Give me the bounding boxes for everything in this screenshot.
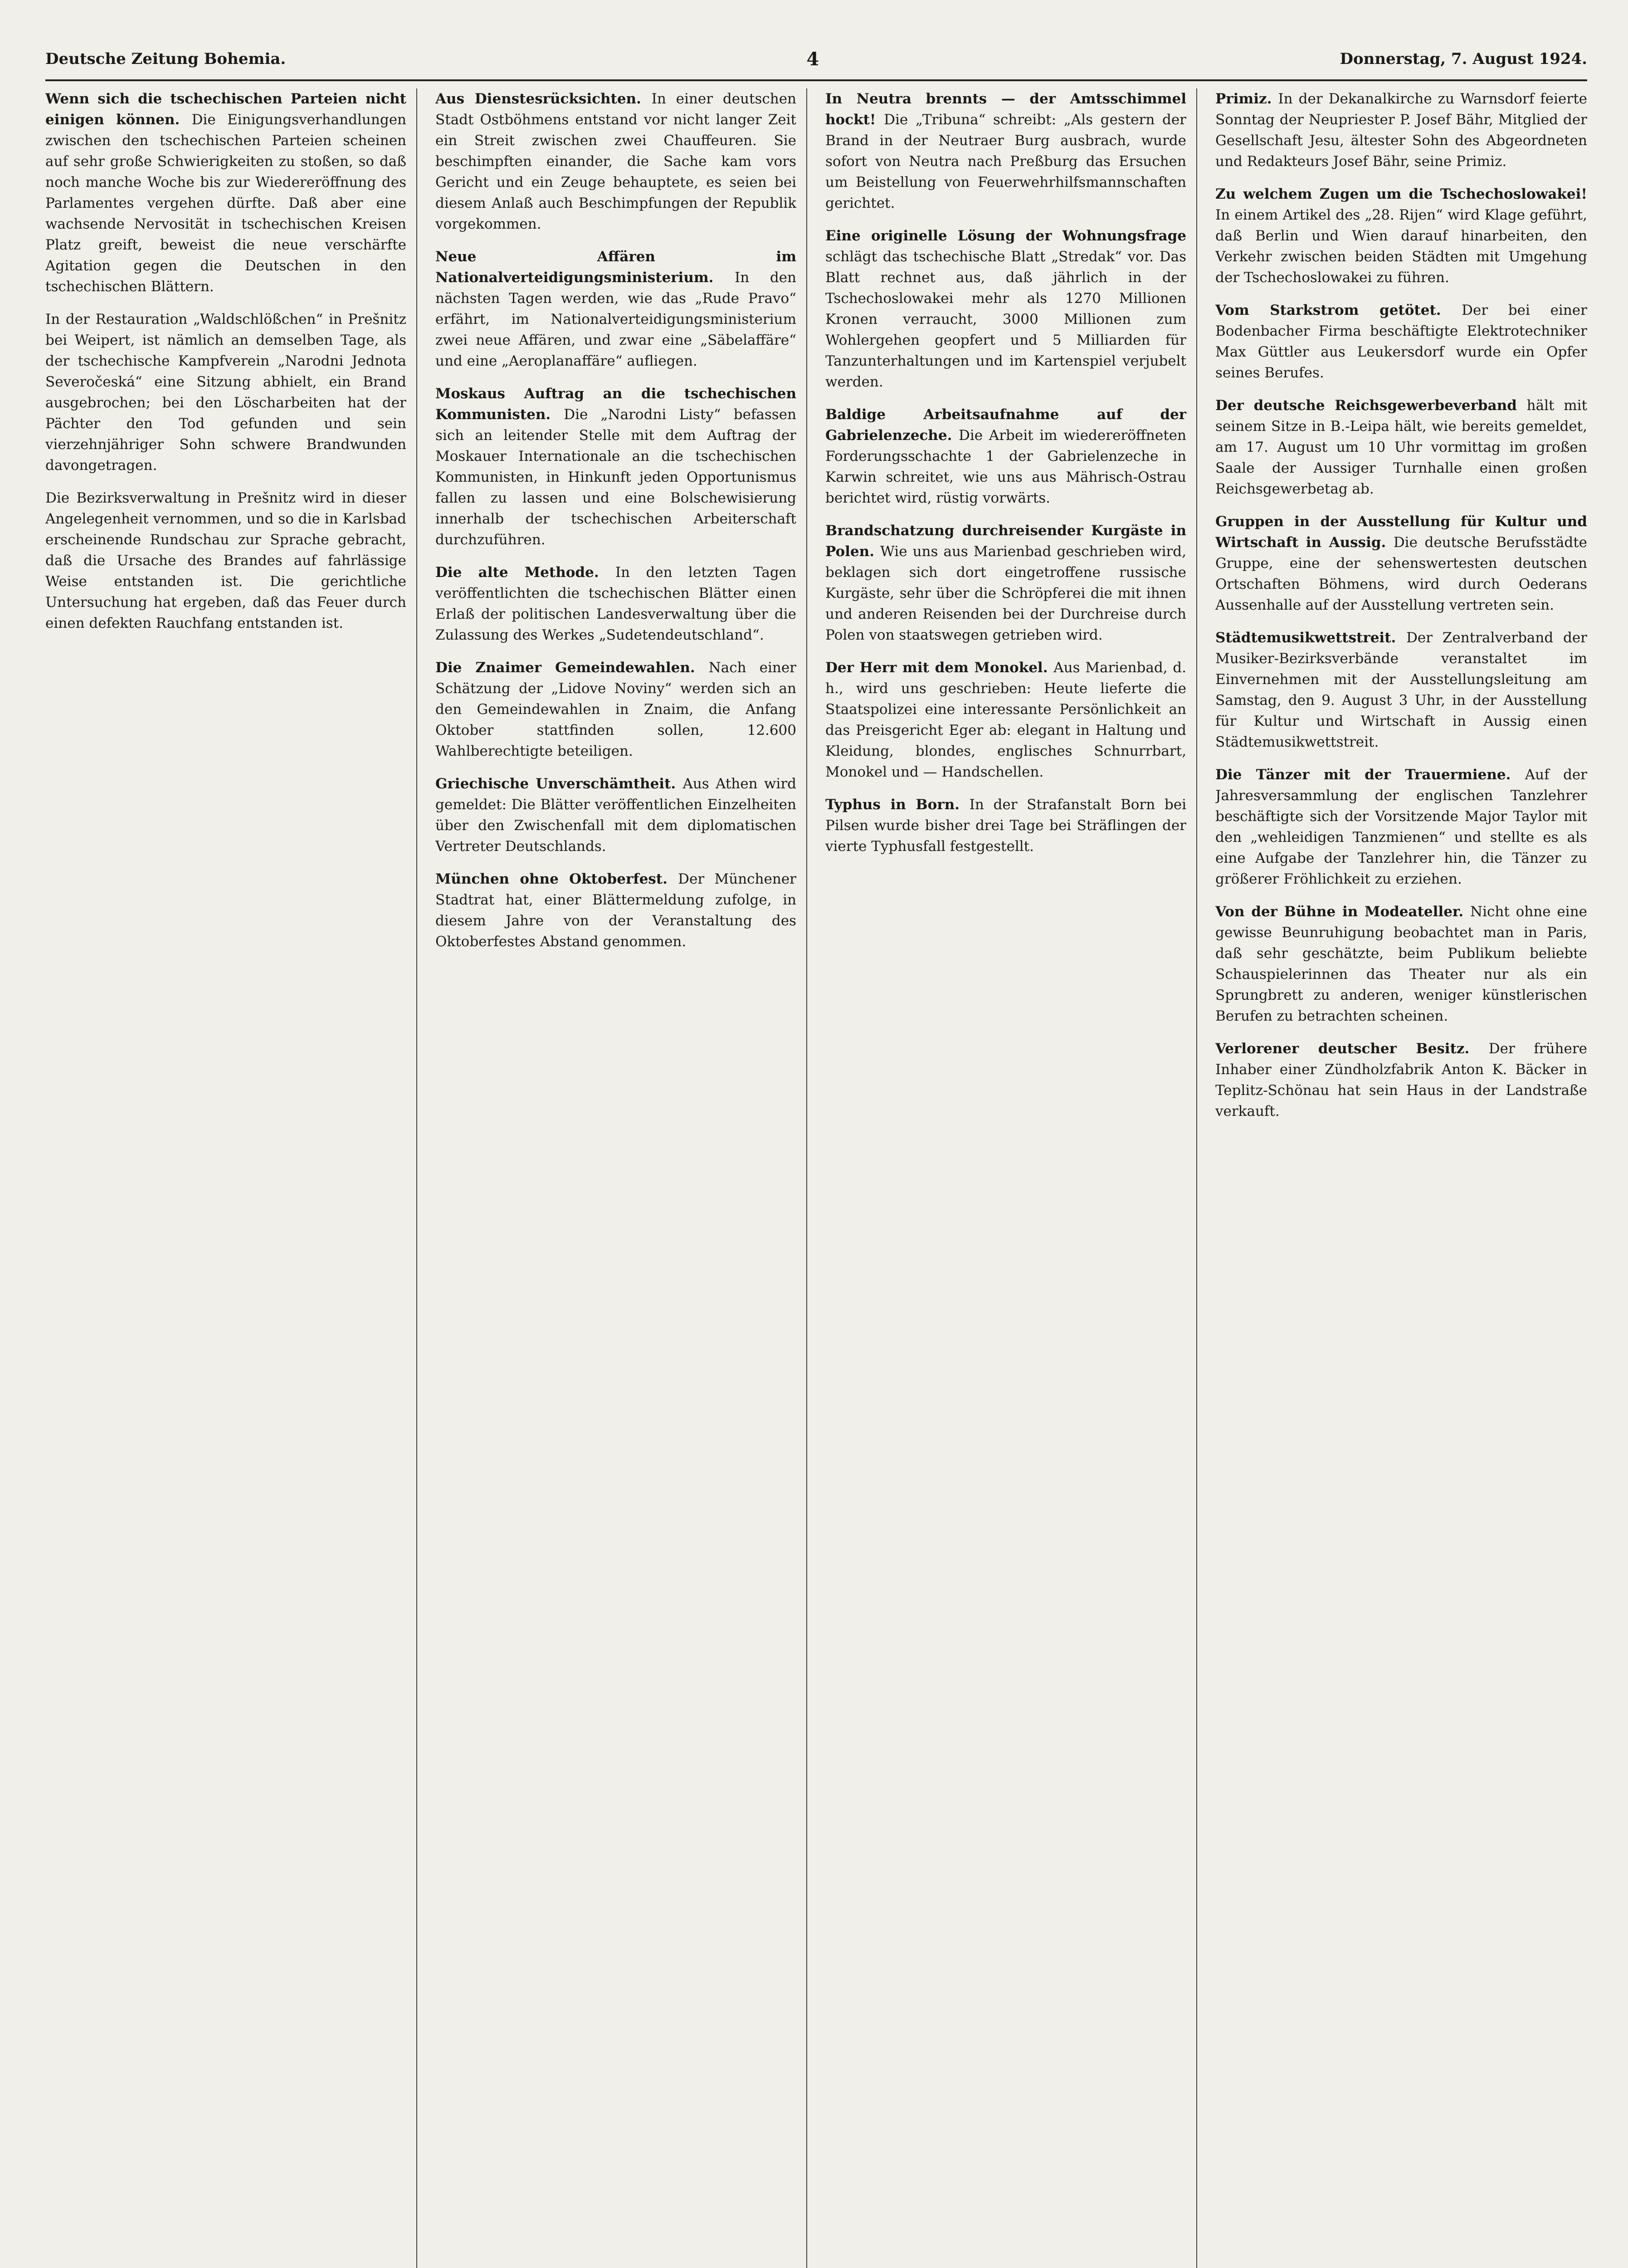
article-paragraph <box>45 88 406 297</box>
issue-date: Donnerstag, 7. August 1924. <box>1340 50 1587 68</box>
article-paragraph <box>435 773 796 857</box>
article-body: Die „Narodni Listy“ befassen sich an leitender Stelle mit dem Auftrag der Moskauer Internationale an die tschechischen Kommunisten, in Hinkunft jeden Opportunismus fallen zu lassen und eine Bolschewisierung innerhalb der tschechischen Arbeiterschaft durchzuführen. <box>435 406 796 548</box>
article-paragraph <box>435 88 796 235</box>
article-body: In der Restauration „Waldschlößchen“ in Prešnitz bei Weipert, ist nämlich an demselben Tage, als der tschechische Kampfverein „Narodni Jednota Severočeská“ eine Sitzung abhielt, ein Brand ausgebrochen; bei den Löscharbeiten hat der Pächter den Tod gefunden und sein vierzehnjähriger Sohn schwere Brandwunden davongetragen. <box>45 311 406 474</box>
article-headline: Primiz. <box>1215 91 1278 107</box>
newspaper-title: Deutsche Zeitung Bohemia. <box>45 50 286 68</box>
article-headline: Der Herr mit dem Monokel. <box>825 660 1054 676</box>
article-paragraph <box>435 383 796 550</box>
article-paragraph <box>1215 764 1587 890</box>
article-paragraph <box>1215 184 1587 288</box>
article-headline: Vom Starkstrom getötet. <box>1215 302 1462 318</box>
article-paragraph <box>825 404 1186 508</box>
article-headline: Griechische Unverschämtheit. <box>435 776 683 792</box>
article-body: In den nächsten Tagen werden, wie das „Rude Pravo“ erfährt, im Nationalverteidigungsministerium zwei neue Affären, und zwar eine „Säbelaffäre“ und eine „Aeroplanaffäre“ aufliegen. <box>435 269 796 369</box>
article-paragraph <box>1215 511 1587 616</box>
article-paragraph <box>825 225 1186 392</box>
article-body: Der frühere Inhaber einer Zündholzfabrik Anton K. Bäcker in Teplitz-Schönau hat sein Haus in der Landstraße verkauft. <box>1215 1041 1587 1119</box>
article-paragraph <box>825 88 1186 214</box>
article-columns <box>45 88 1587 2268</box>
article-body: Die Arbeit im wiedereröffneten Forderungsschachte 1 der Gabrielenzeche in Karwin schreitet, wie uns aus Mährisch-Ostrau berichtet wird, rüstig vorwärts. <box>825 427 1186 506</box>
column-1 <box>45 88 417 2268</box>
article-headline: Die alte Methode. <box>435 564 615 581</box>
masthead-bar <box>45 43 1587 81</box>
article-body: Nicht ohne eine gewisse Beunruhigung beobachtet man in Paris, daß sehr geschätzte, beim Publikum beliebte Schauspielerinnen das Theater nur als ein Sprungbrett zu anderen, weniger künstlerischen Berufen zu betrachten scheinen. <box>1215 904 1587 1024</box>
article-paragraph <box>45 309 406 476</box>
article-headline: Brandschatzung durchreisender Kurgäste in Polen. <box>825 523 1186 560</box>
article-paragraph <box>1215 627 1587 753</box>
article-headline: Von der Bühne in Modeateller. <box>1215 904 1470 920</box>
article-paragraph <box>45 488 406 634</box>
article-body: Der Zentralverband der Musiker-Bezirksverbände veranstaltet im Einvernehmen mit der Ausstellungsleitung am Samstag, den 9. August 3 Uhr, in der Ausstellung für Kultur und Wirtschaft in Aussig einen Städtemusikwettstreit. <box>1215 630 1587 750</box>
article-body: Der bei einer Bodenbacher Firma beschäftigte Elektrotechniker Max Güttler aus Leukersdorf wurde ein Opfer seines Berufes. <box>1215 302 1587 381</box>
article-body: In der Dekanalkirche zu Warnsdorf feierte Sonntag der Neupriester P. Josef Bähr, Mitglied der Gesellschaft Jesu, ältester Sohn des Abgeordneten und Redakteurs Josef Bähr, seine Primiz. <box>1215 91 1587 170</box>
article-body: In den letzten Tagen veröffentlichten die tschechischen Blätter einen Erlaß der politischen Landesverwaltung über die Zulassung des Werkes „Sudetendeutschland“. <box>435 564 796 643</box>
article-headline: Neue Affären im Nationalverteidigungsministerium. <box>435 249 796 286</box>
article-body: Die deutsche Berufsstädte Gruppe, eine der sehenswertesten deutschen Ortschaften Böhmens, wird durch Oederans Aussenhalle auf der Ausstellung vertreten sein. <box>1215 534 1587 613</box>
article-body: Die „Tribuna“ schreibt: „Als gestern der Brand in der Neutraer Burg ausbrach, wurde sofort von Neutra nach Preßburg das Ersuchen um Beistellung von Feuerwehrhilfsmannschaften gerichtet. <box>825 112 1186 211</box>
article-body: Nach einer Schätzung der „Lidove Noviny“ werden sich an den Gemeindewahlen in Znaim, die Anfang Oktober stattfinden sollen, 12.600 Wahlberechtigte beteiligen. <box>435 660 796 759</box>
article-paragraph <box>435 246 796 371</box>
article-headline: Eine originelle Lösung der Wohnungsfrage <box>825 228 1186 244</box>
article-headline: Die Znaimer Gemeindewahlen. <box>435 660 709 676</box>
article-paragraph <box>1215 395 1587 499</box>
article-headline: In Neutra brennts — der Amtsschimmel hockt! <box>825 91 1186 128</box>
column-3 <box>825 88 1197 2268</box>
article-body: Wie uns aus Marienbad geschrieben wird, beklagen sich dort eingetroffene russische Kurgäste, sehr über die Schröpferei die mit ihnen und anderen Reisenden bei der Durchreise durch Polen von staatswegen getrieben wird. <box>825 543 1187 643</box>
article-body: Die Bezirksverwaltung in Prešnitz wird in dieser Angelegenheit vernommen, und so die in Karlsbad erscheinende Rundschau zur Sprache gebracht, daß die Ursache des Brandes auf fahrlässige Weise entstanden ist. Die gerichtliche Untersuchung hat ergeben, daß das Feuer durch einen defekten Rauchfang entstanden ist. <box>45 490 406 631</box>
article-body: Aus Marienbad, d. h., wird uns geschrieben: Heute lieferte die Staatspolizei eine interessante Persönlichkeit an das Preisgericht Eger ab: elegant in Haltung und Kleidung, blondes, englisches Schnurrbart, Monokel und — Handschellen. <box>825 660 1187 780</box>
article-paragraph <box>1215 300 1587 383</box>
article-body: Der Münchener Stadtrat hat, einer Blättermeldung zufolge, in diesem Jahre von der Veranstaltung des Oktoberfestes Abstand genommen. <box>435 871 796 950</box>
article-paragraph <box>435 562 796 645</box>
article-headline: Aus Dienstesrücksichten. <box>435 91 652 107</box>
article-headline: Die Tänzer mit der Trauermiene. <box>1215 767 1525 783</box>
article-body: In der Strafanstalt Born bei Pilsen wurde bisher drei Tage bei Sträflingen der vierte Typhusfall festgestellt. <box>825 797 1186 855</box>
article-body: schlägt das tschechische Blatt „Stredak“ vor. Das Blatt rechnet aus, daß jährlich in der Tschechoslowakei mehr als 1270 Millionen Kronen verraucht, 3000 Millionen zum Wohlergehen geopfert und 5 Milliarden für Tanzunterhaltungen und im Kartenspiel verjubelt werden. <box>825 249 1186 390</box>
article-paragraph <box>1215 901 1587 1026</box>
article-headline: München ohne Oktoberfest. <box>435 871 678 887</box>
article-body: In einer deutschen Stadt Ostböhmens entstand vor nicht langer Zeit ein Streit zwischen zwei Chauffeuren. Sie beschimpften einander, die Sache kam vors Gericht und ein Zeuge behauptete, es seien bei diesem Anlaß auch Beschimpfungen der Republik vorgekommen. <box>435 91 796 232</box>
column-4 <box>1215 88 1587 2268</box>
article-paragraph <box>435 869 796 952</box>
article-headline: Der deutsche Reichsgewerbeverband <box>1215 397 1527 414</box>
article-paragraph <box>1215 1038 1587 1122</box>
article-headline: Verlorener deutscher Besitz. <box>1215 1041 1489 1057</box>
article-paragraph <box>825 520 1186 645</box>
article-headline: Städtemusikwettstreit. <box>1215 630 1407 646</box>
article-body: Aus Athen wird gemeldet: Die Blätter veröffentlichen Einzelheiten über den Zwischenfall mit dem diplomatischen Vertreter Deutschlands. <box>435 776 796 855</box>
article-headline: Moskaus Auftrag an die tschechischen Kommunisten. <box>435 386 796 423</box>
article-body: hält mit seinem Sitze in B.-Leipa hält, wie bereits gemeldet, am 17. August um 10 Uhr vormittag im großen Saale der Aussiger Turnhalle einen großen Reichsgewerbetag ab. <box>1215 397 1587 497</box>
article-headline: Baldige Arbeitsaufnahme auf der Gabrielenzeche. <box>825 406 1186 444</box>
article-paragraph <box>825 657 1186 782</box>
column-2 <box>435 88 807 2268</box>
article-headline: Typhus in Born. <box>825 797 970 813</box>
article-body: Auf der Jahresversammlung der englischen Tanzlehrer beschäftigte sich der Vorsitzende Major Taylor mit den „wehleidigen Tanzmienen“ und stellte es als eine Aufgabe der Tanzlehrer hin, die Tänzer zu größerer Fröhlichkeit zu erziehen. <box>1215 767 1587 887</box>
article-paragraph <box>1215 88 1587 172</box>
page-number: 4 <box>806 48 819 70</box>
article-headline: Gruppen in der Ausstellung für Kultur und Wirtschaft in Aussig. <box>1215 513 1587 551</box>
article-body: Die Einigungsverhandlungen zwischen den tschechischen Parteien scheinen auf sehr große Schwierigkeiten zu stoßen, so daß noch manche Woche bis zur Wiedereröffnung des Parlamentes vergehen dürfte. Daß aber eine wachsende Nervosität in tschechischen Kreisen Platz greift, beweist die neue verschärfte Agitation gegen die Deutschen in den tschechischen Blättern. <box>45 112 407 295</box>
article-body: In einem Artikel des „28. Rijen“ wird Klage geführt, daß Berlin und Wien darauf hinarbeiten, den Verkehr zwischen beiden Städten mit Umgehung der Tschechoslowakei zu führen. <box>1215 207 1587 286</box>
article-headline: Wenn sich die tschechischen Parteien nicht einigen können. <box>45 91 406 128</box>
article-paragraph <box>825 794 1186 857</box>
article-headline: Zu welchem Zugen um die Tschechoslowakei! <box>1215 186 1587 202</box>
article-paragraph <box>435 657 796 762</box>
